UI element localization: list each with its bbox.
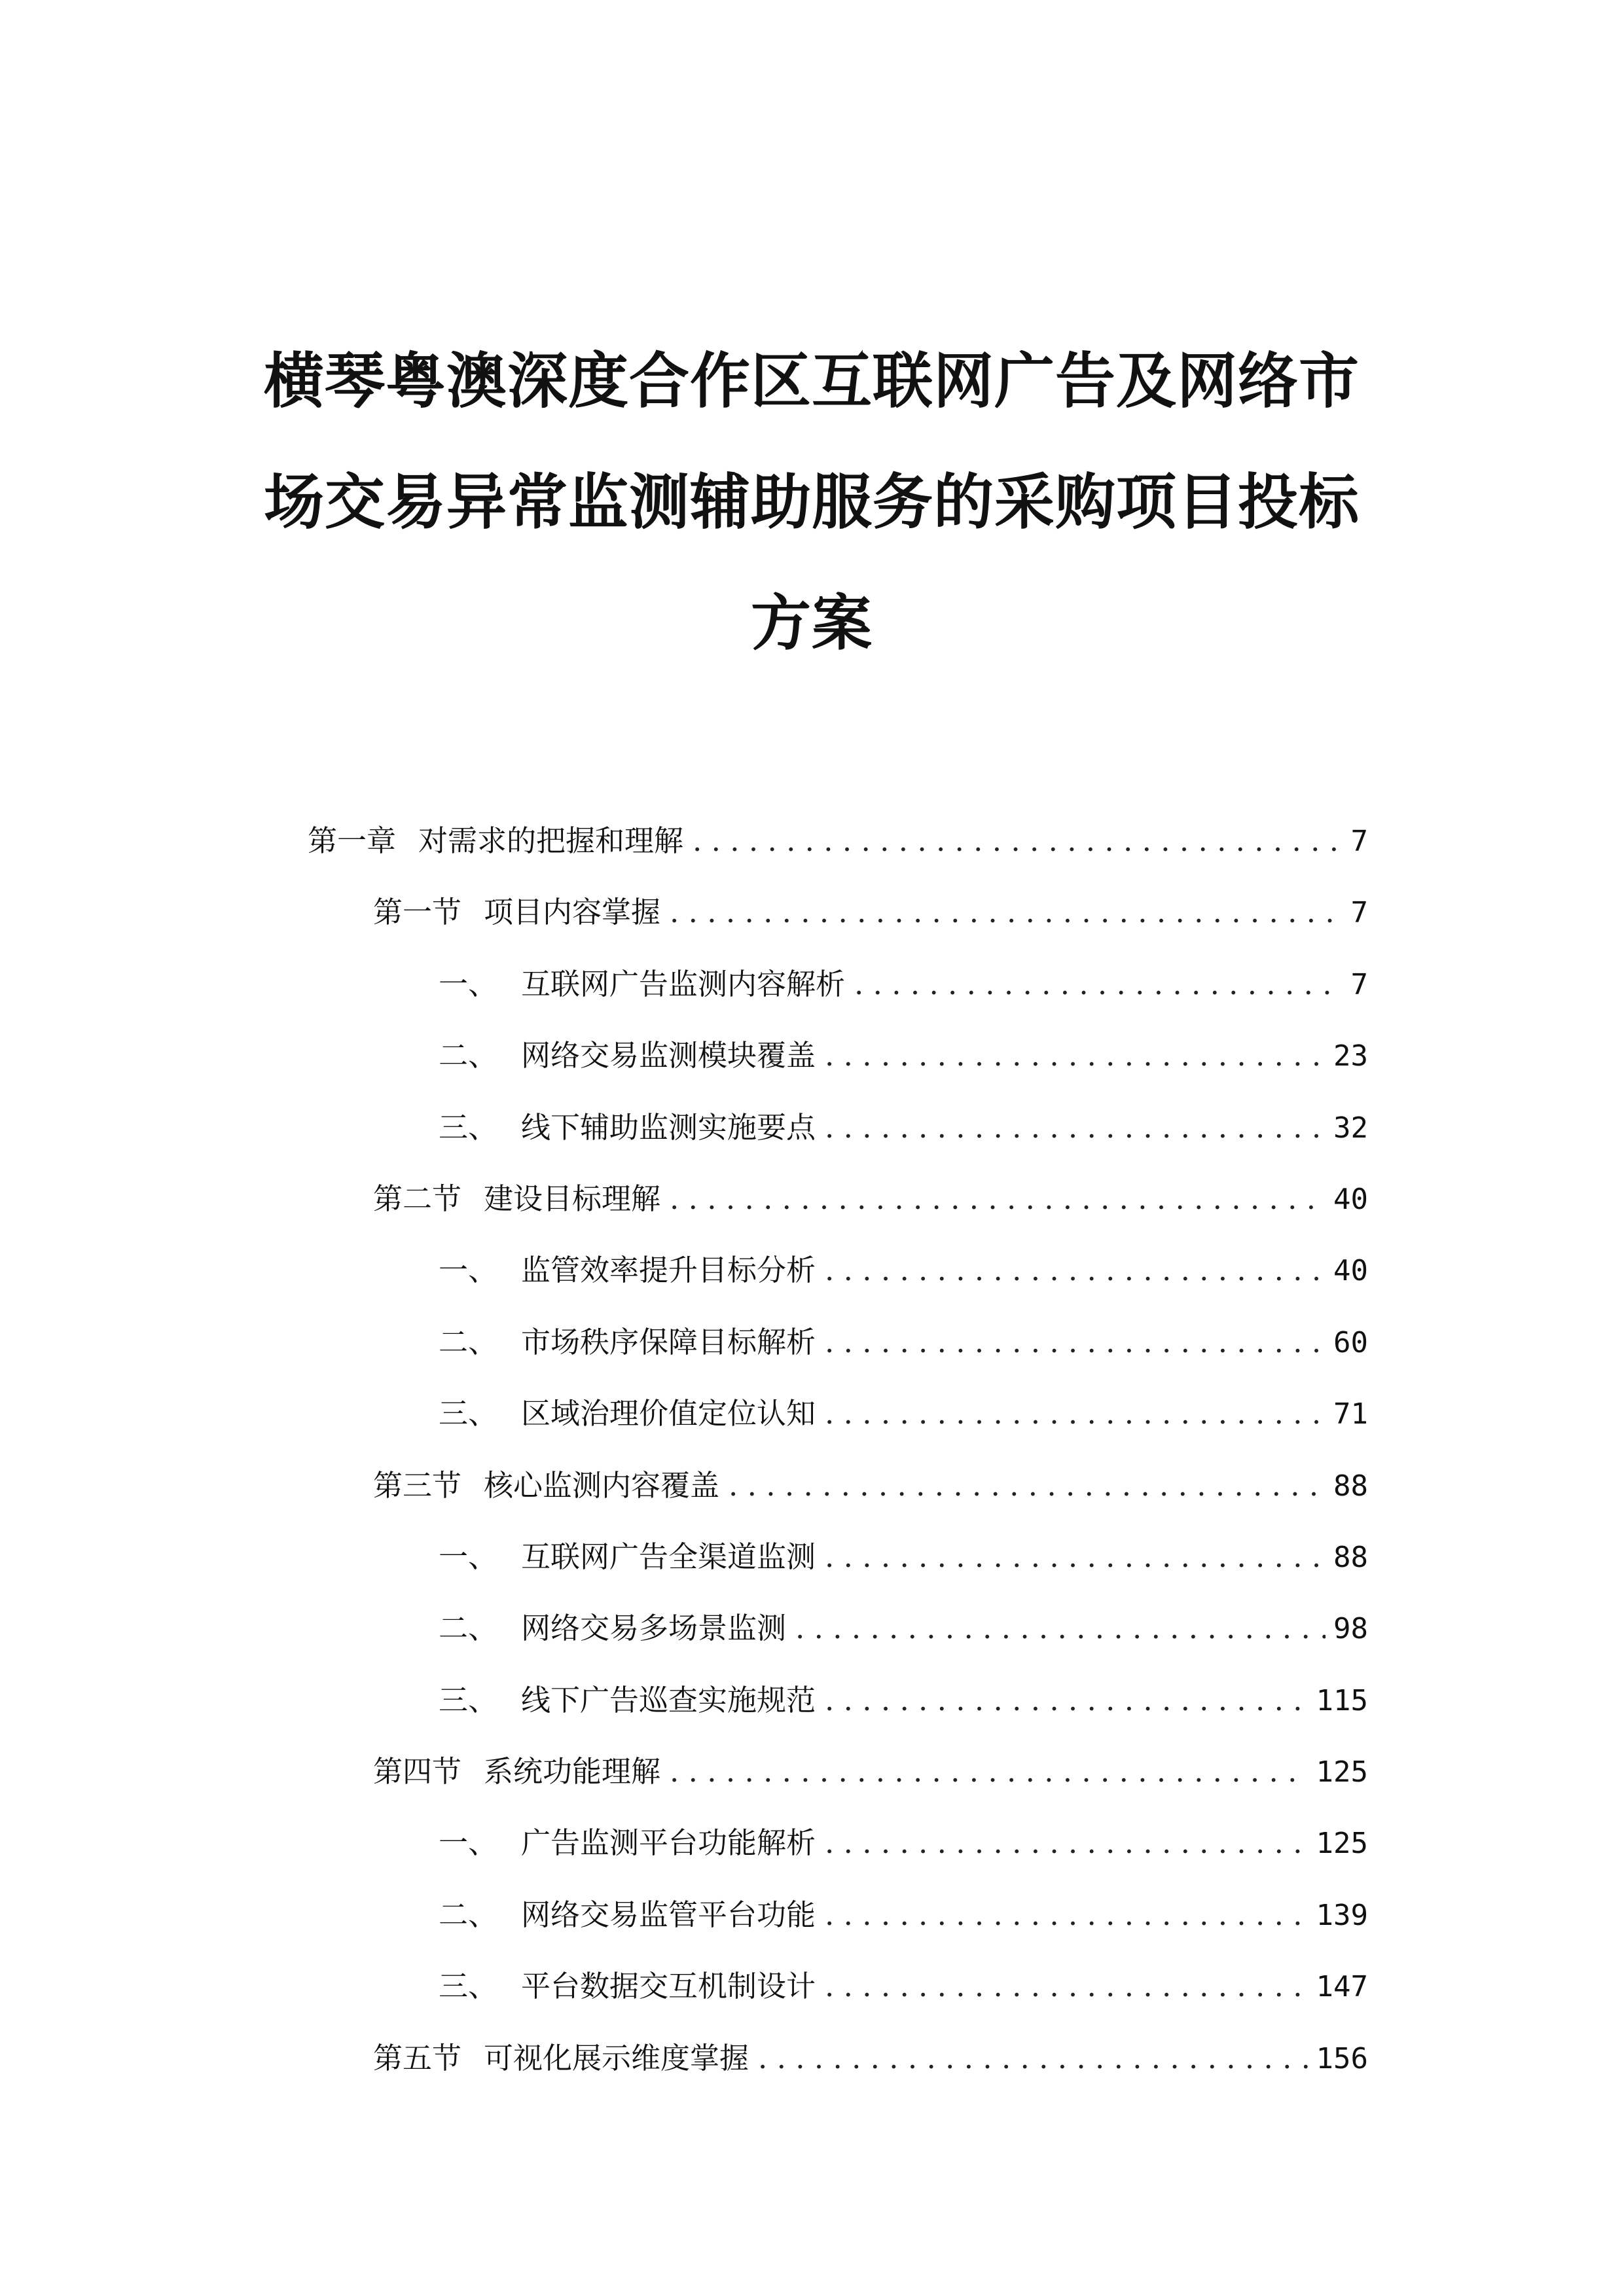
toc-entry[interactable] <box>308 1020 1368 1091</box>
toc-entry-label: 市场秩序保障目标解析 <box>521 1324 816 1359</box>
toc-entry[interactable] <box>308 1378 1368 1449</box>
toc-entry[interactable] <box>308 1879 1368 1950</box>
toc-entry-number: 一、 <box>439 1253 498 1288</box>
toc-entry-number: 二、 <box>439 1038 498 1073</box>
toc-entry-page-number: 32 <box>1333 1111 1368 1145</box>
toc-entry-label: 互联网广告监测内容解析 <box>521 966 846 1001</box>
toc-entry-number: 第一节 <box>373 895 462 930</box>
toc-entry[interactable] <box>308 1234 1368 1306</box>
toc-entry-page-number: 125 <box>1316 1827 1368 1861</box>
toc-leader-dots <box>825 1306 1326 1378</box>
toc-entry-label: 监管效率提升目标分析 <box>521 1253 816 1288</box>
toc-leader-dots <box>825 1378 1326 1449</box>
toc-entry-page-number: 98 <box>1333 1612 1368 1646</box>
toc-leader-dots <box>825 1950 1308 2022</box>
toc-leader-dots <box>693 805 1341 876</box>
toc-leader-dots <box>825 1807 1308 1878</box>
toc-entry-number: 第二节 <box>373 1181 462 1216</box>
toc-entry-number: 二、 <box>439 1324 498 1359</box>
toc-entry[interactable] <box>308 1664 1368 1736</box>
toc-leader-dots <box>825 1664 1308 1736</box>
toc-entry-page-number: 88 <box>1333 1540 1368 1574</box>
toc-leader-dots <box>729 1450 1326 1521</box>
toc-entry-label: 项目内容掌握 <box>484 895 661 930</box>
toc-entry-label: 线下广告巡查实施规范 <box>521 1682 816 1717</box>
toc-entry[interactable] <box>308 805 1368 876</box>
toc-entry-label: 线下辅助监测实施要点 <box>521 1109 816 1145</box>
toc-leader-dots <box>758 2022 1308 2094</box>
toc-entry-label: 可视化展示维度掌握 <box>484 2040 749 2075</box>
toc-entry-page-number: 88 <box>1333 1469 1368 1503</box>
toc-entry-number: 三、 <box>439 1969 498 2004</box>
toc-entry-number: 一、 <box>439 1539 498 1574</box>
toc-entry-label: 互联网广告全渠道监测 <box>521 1539 816 1574</box>
toc-entry-number: 第三节 <box>373 1467 462 1503</box>
toc-leader-dots <box>795 1592 1326 1664</box>
title-line-3: 方案 <box>750 588 873 658</box>
toc-entry-label: 广告监测平台功能解析 <box>521 1825 816 1861</box>
toc-entry-label: 区域治理价值定位认知 <box>521 1396 816 1431</box>
toc-entry[interactable] <box>308 1092 1368 1163</box>
toc-leader-dots <box>825 1092 1326 1163</box>
toc-entry[interactable] <box>308 1950 1368 2022</box>
table-of-contents <box>308 805 1368 2094</box>
document-title <box>249 321 1375 684</box>
toc-entry-label: 平台数据交互机制设计 <box>521 1969 816 2004</box>
toc-entry[interactable] <box>308 1163 1368 1234</box>
toc-leader-dots <box>670 1736 1308 1807</box>
toc-entry-number: 二、 <box>439 1897 498 1932</box>
toc-entry-number: 一、 <box>439 1825 498 1861</box>
toc-entry-label: 对需求的把握和理解 <box>418 823 684 858</box>
toc-entry-page-number: 125 <box>1316 1755 1368 1789</box>
toc-entry[interactable] <box>308 1592 1368 1664</box>
toc-entry-page-number: 7 <box>1350 825 1368 858</box>
toc-entry-page-number: 40 <box>1333 1182 1368 1216</box>
toc-entry[interactable] <box>308 876 1368 948</box>
toc-entry-page-number: 115 <box>1316 1683 1368 1717</box>
toc-entry-number: 第一章 <box>308 823 397 858</box>
toc-leader-dots <box>825 1020 1326 1091</box>
toc-entry[interactable] <box>308 948 1368 1020</box>
toc-entry[interactable] <box>308 2022 1368 2094</box>
toc-entry-page-number: 71 <box>1333 1397 1368 1431</box>
toc-leader-dots <box>825 1521 1326 1592</box>
toc-entry-number: 三、 <box>439 1109 498 1145</box>
toc-entry-label: 建设目标理解 <box>484 1181 661 1216</box>
toc-entry-number: 一、 <box>439 966 498 1001</box>
toc-entry-label: 网络交易多场景监测 <box>521 1611 787 1646</box>
toc-entry-page-number: 23 <box>1333 1039 1368 1073</box>
toc-leader-dots <box>670 1163 1326 1234</box>
toc-entry-page-number: 60 <box>1333 1325 1368 1359</box>
toc-leader-dots <box>825 1879 1308 1950</box>
toc-entry[interactable] <box>308 1306 1368 1378</box>
toc-entry-number: 三、 <box>439 1396 498 1431</box>
toc-entry[interactable] <box>308 1450 1368 1521</box>
toc-entry-page-number: 156 <box>1316 2041 1368 2075</box>
toc-entry-number: 第四节 <box>373 1754 462 1789</box>
toc-leader-dots <box>854 948 1341 1020</box>
toc-leader-dots <box>670 876 1341 948</box>
toc-entry[interactable] <box>308 1807 1368 1878</box>
toc-entry-label: 系统功能理解 <box>484 1754 661 1789</box>
toc-entry-page-number: 40 <box>1333 1254 1368 1288</box>
title-line-2: 场交易异常监测辅助服务的采购项目投标 <box>263 467 1360 537</box>
toc-entry-page-number: 7 <box>1350 896 1368 930</box>
toc-entry-page-number: 147 <box>1316 1970 1368 2004</box>
toc-entry-label: 核心监测内容覆盖 <box>484 1467 720 1503</box>
toc-entry-label: 网络交易监测模块覆盖 <box>521 1038 816 1073</box>
toc-leader-dots <box>825 1234 1326 1306</box>
toc-entry-label: 网络交易监管平台功能 <box>521 1897 816 1932</box>
toc-entry-page-number: 7 <box>1350 967 1368 1001</box>
toc-entry[interactable] <box>308 1736 1368 1807</box>
toc-entry-page-number: 139 <box>1316 1898 1368 1932</box>
toc-entry-number: 二、 <box>439 1611 498 1646</box>
toc-entry[interactable] <box>308 1521 1368 1592</box>
title-line-1: 横琴粤澳深度合作区互联网广告及网络市 <box>263 346 1360 416</box>
toc-entry-number: 第五节 <box>373 2040 462 2075</box>
toc-entry-number: 三、 <box>439 1682 498 1717</box>
